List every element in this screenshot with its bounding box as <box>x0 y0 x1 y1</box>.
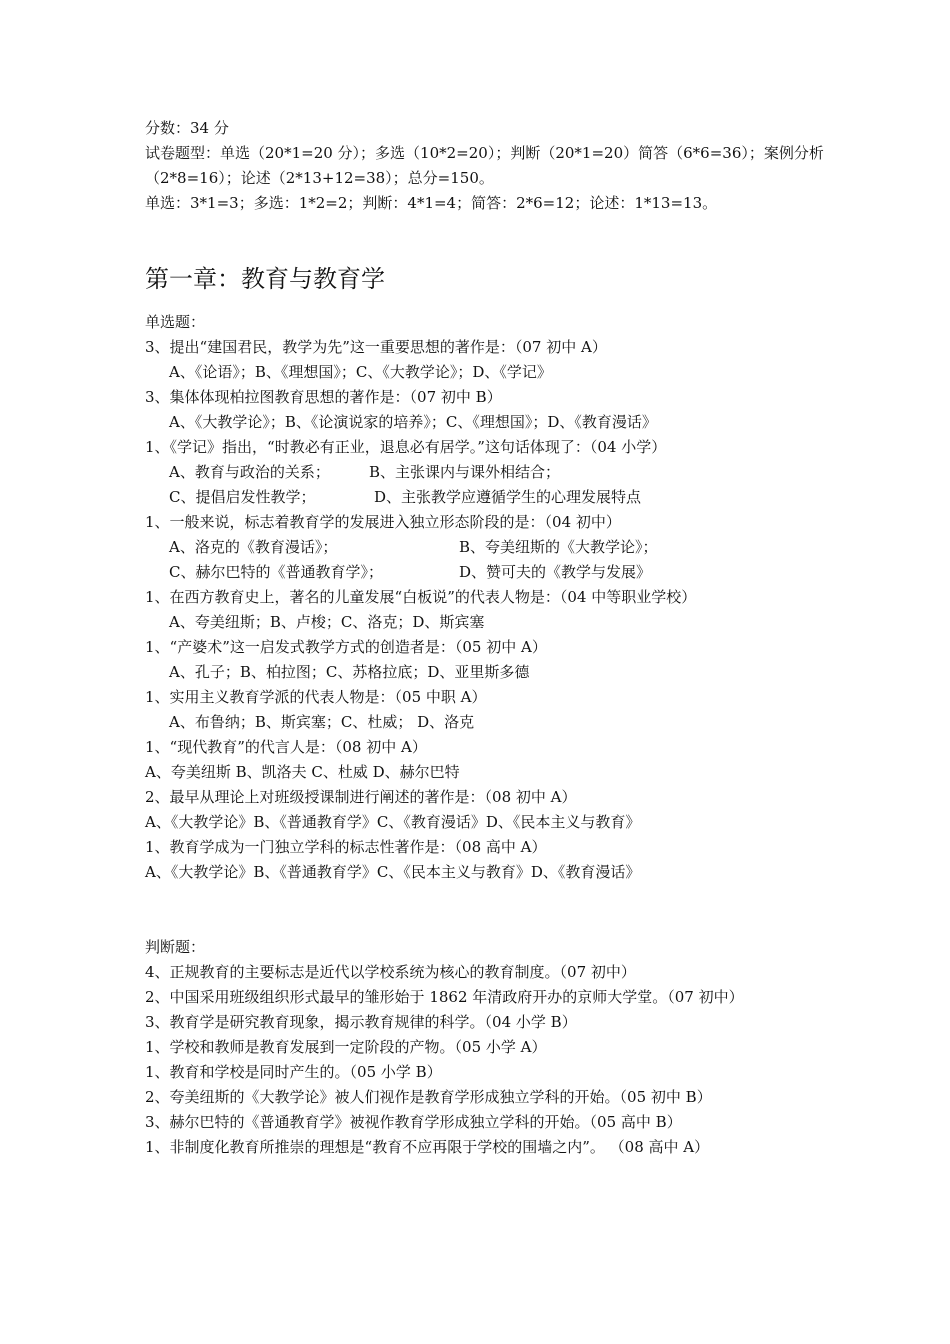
option-c: C、提倡启发性教学； <box>169 488 316 506</box>
option-d: D、主张教学应遵循学生的心理发展特点 <box>374 488 642 506</box>
question-stem: 2、最早从理论上对班级授课制进行阐述的著作是：（08 初中 A） <box>145 788 577 806</box>
question-stem: 1、在西方教育史上，著名的儿童发展“白板说”的代表人物是：（04 中等职业学校） <box>145 588 697 606</box>
question-stem: 1、一般来说，标志着教育学的发展进入独立形态阶段的是：（04 初中） <box>145 513 621 531</box>
question-stem: 1、“现代教育”的代言人是：（08 初中 A） <box>145 738 427 756</box>
true-false-item: 2、中国采用班级组织形式最早的雏形始于 1862 年清政府开办的京师大学堂。（07 初中） <box>145 988 744 1006</box>
true-false-item: 1、教育和学校是同时产生的。（05 小学 B） <box>145 1063 442 1081</box>
question-stem: 1、实用主义教育学派的代表人物是：（05 中职 A） <box>145 688 487 706</box>
score-line: 分数：34 分 <box>145 119 229 137</box>
option-a: A、教育与政治的关系； <box>169 463 330 481</box>
true-false-item: 3、赫尔巴特的《普通教育学》被视作教育学形成独立学科的开始。（05 高中 B） <box>145 1113 682 1131</box>
question-stem: 3、提出“建国君民，教学为先”这一重要思想的著作是：（07 初中 A） <box>145 338 607 356</box>
question-options: A、布鲁纳；B、斯宾塞；C、杜威； D、洛克 <box>169 713 475 731</box>
chapter-title: 第一章：教育与教育学 <box>145 265 385 293</box>
score-breakdown-line: 单选：3*1=3；多选：1*2=2；判断：4*1=4；简答：2*6=12；论述：1*13=13。 <box>145 194 718 212</box>
option-a: A、洛克的《教育漫话》； <box>169 538 338 556</box>
question-options-row <box>145 535 825 560</box>
question-options: A、孔子；B、柏拉图；C、苏格拉底；D、亚里斯多德 <box>169 663 530 681</box>
true-false-heading: 判断题： <box>145 938 206 956</box>
question-options-row <box>145 560 825 585</box>
option-b: B、主张课内与课外相结合； <box>369 463 561 481</box>
question-stem: 3、集体体现柏拉图教育思想的著作是：（07 初中 B） <box>145 388 502 406</box>
section-spacer <box>145 885 825 935</box>
question-options: A、夸美纽斯；B、卢梭；C、洛克；D、斯宾塞 <box>169 613 485 631</box>
question-options-row <box>145 485 825 510</box>
question-stem: 1、教育学成为一门独立学科的标志性著作是：（08 高中 A） <box>145 838 547 856</box>
question-options: A、《大教学论》B、《普通教育学》C、《民本主义与教育》D、《教育漫话》 <box>145 863 641 881</box>
option-d: D、赞可夫的《教学与发展》 <box>459 563 652 581</box>
exam-types-line: 试卷题型：单选（20*1=20 分）；多选（10*2=20）；判断（20*1=20）简答（6*6=36）；案例分析（2*8=16）；论述（2*13+12=38）；总分=150。 <box>145 144 824 187</box>
question-options: A、《论语》；B、《理想国》；C、《大教学论》；D、《学记》 <box>169 363 552 381</box>
true-false-item: 2、夸美纽斯的《大教学论》被人们视作是教育学形成独立学科的开始。（05 初中 B） <box>145 1088 712 1106</box>
true-false-item: 4、正规教育的主要标志是近代以学校系统为核心的教育制度。（07 初中） <box>145 963 636 981</box>
option-c: C、赫尔巴特的《普通教育学》； <box>169 563 383 581</box>
true-false-item: 1、非制度化教育所推崇的理想是“教育不应再限于学校的围墙之内”。 （08 高中 A） <box>145 1138 710 1156</box>
document-page <box>145 116 825 1160</box>
question-stem: 1、《学记》指出，“时教必有正业，退息必有居学。”这句话体现了：（04 小学） <box>145 438 667 456</box>
single-choice-heading: 单选题： <box>145 313 206 331</box>
question-stem: 1、“产婆术”这一启发式教学方式的创造者是：（05 初中 A） <box>145 638 547 656</box>
question-options: A、《大教学论》B、《普通教育学》C、《教育漫话》D、《民本主义与教育》 <box>145 813 641 831</box>
question-options: A、《大教学论》；B、《论演说家的培养》；C、《理想国》；D、《教育漫话》 <box>169 413 657 431</box>
option-b: B、夸美纽斯的《大教学论》； <box>459 538 658 556</box>
question-options: A、夸美纽斯 B、凯洛夫 C、杜威 D、赫尔巴特 <box>145 763 460 781</box>
question-options-row <box>145 460 825 485</box>
true-false-item: 3、教育学是研究教育现象，揭示教育规律的科学。（04 小学 B） <box>145 1013 577 1031</box>
true-false-item: 1、学校和教师是教育发展到一定阶段的产物。（05 小学 A） <box>145 1038 547 1056</box>
